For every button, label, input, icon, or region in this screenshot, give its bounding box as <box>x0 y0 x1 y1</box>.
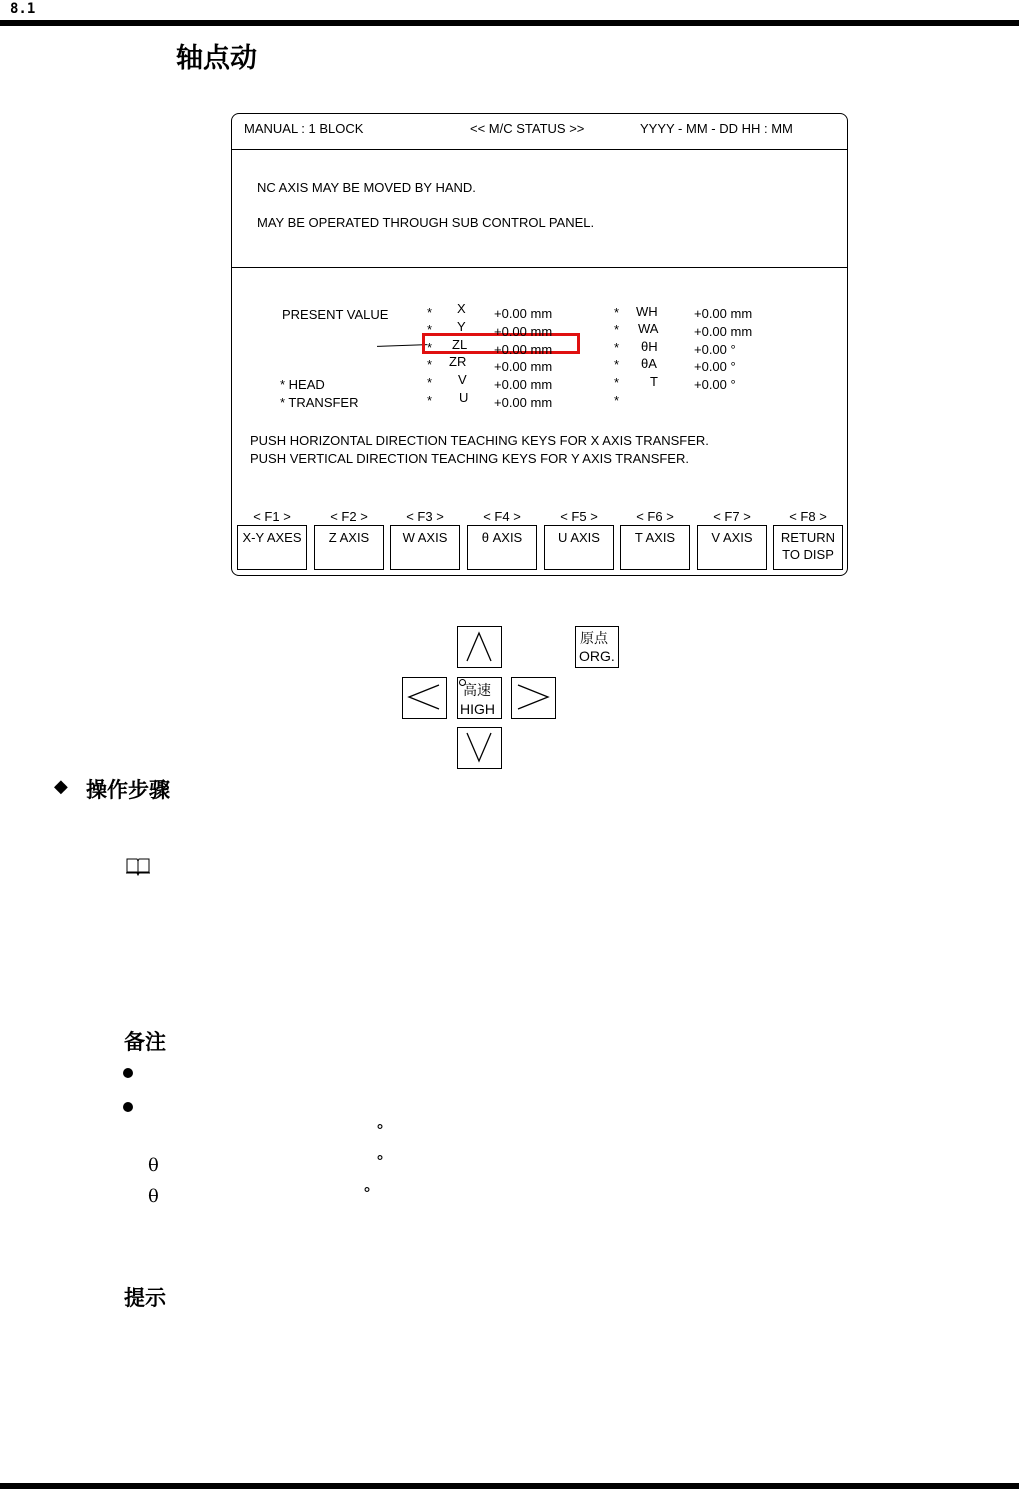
f2-z-axis-button[interactable]: Z AXIS <box>314 525 384 570</box>
degree-mark: ° <box>376 1152 384 1171</box>
axis-name: U <box>459 390 469 405</box>
axis-value: +0.00 ° <box>694 377 736 392</box>
axis-value: +0.00 ° <box>694 359 736 374</box>
axis-name: X <box>457 301 466 316</box>
theta-mark: θ <box>148 1186 159 1207</box>
f4-theta-axis-button[interactable]: θ AXIS <box>467 525 537 570</box>
transfer-label: * TRANSFER <box>280 395 359 410</box>
theta-mark: θ <box>148 1155 159 1176</box>
axis-star: * <box>427 357 433 372</box>
f5-u-axis-button[interactable]: U AXIS <box>544 525 614 570</box>
bottom-rule <box>0 1483 1019 1489</box>
axis-value: +0.00 mm <box>494 306 553 321</box>
axis-name: ZL <box>452 337 468 352</box>
axis-name: V <box>458 372 467 387</box>
divider <box>232 149 847 150</box>
machine-screen <box>231 113 848 576</box>
degree-mark: ° <box>376 1121 384 1140</box>
origin-key[interactable] <box>575 626 619 668</box>
axis-star: * <box>614 375 620 390</box>
axis-name: θA <box>641 356 657 371</box>
axis-value: +0.00 mm <box>694 324 753 339</box>
origin-key-en: ORG. <box>579 648 615 664</box>
book-icon <box>125 856 151 881</box>
status-label: << M/C STATUS >> <box>470 121 585 136</box>
divider <box>232 267 847 268</box>
message-2: MAY BE OPERATED THROUGH SUB CONTROL PANEL. <box>257 215 595 230</box>
fkey-label: < F5 > <box>560 509 598 524</box>
degree-mark: ° <box>363 1184 371 1203</box>
f3-w-axis-button[interactable]: W AXIS <box>390 525 460 570</box>
tips-heading: 提示 <box>124 1286 166 1310</box>
axis-star: * <box>614 357 620 372</box>
origin-key-cn: 原点 <box>580 630 608 646</box>
high-speed-key[interactable] <box>457 677 502 719</box>
push-instruction-1: PUSH HORIZONTAL DIRECTION TEACHING KEYS FOR X AXIS TRANSFER. <box>250 433 709 448</box>
right-key[interactable] <box>511 677 556 719</box>
high-key-en: HIGH <box>460 701 495 717</box>
steps-heading: 操作步骤 <box>86 778 170 802</box>
f7-v-axis-button[interactable]: V AXIS <box>697 525 767 570</box>
axis-value: +0.00 mm <box>494 359 553 374</box>
up-key[interactable] <box>457 626 502 668</box>
page-title: 轴点动 <box>176 43 257 74</box>
axis-value: +0.00 ° <box>694 342 736 357</box>
fkey-label: < F8 > <box>789 509 827 524</box>
pointer-line <box>377 344 427 347</box>
axis-star: * <box>614 393 620 408</box>
high-key-cn: 高速 <box>463 682 491 698</box>
down-arrow-icon <box>458 728 500 767</box>
left-key[interactable] <box>402 677 447 719</box>
axis-star: * <box>427 305 433 320</box>
axis-name: T <box>650 374 658 389</box>
axis-star: * <box>427 393 433 408</box>
right-arrow-icon <box>512 678 554 717</box>
down-key[interactable] <box>457 727 502 769</box>
head-label: * HEAD <box>280 377 325 392</box>
fkey-label: < F7 > <box>713 509 751 524</box>
axis-star: * <box>427 322 433 337</box>
push-instruction-2: PUSH VERTICAL DIRECTION TEACHING KEYS FOR Y AXIS TRANSFER. <box>250 451 689 466</box>
axis-value: +0.00 mm <box>494 342 553 357</box>
left-arrow-icon <box>403 678 445 717</box>
axis-name: WA <box>638 321 659 336</box>
fkey-label: < F2 > <box>330 509 368 524</box>
f6-t-axis-button[interactable]: T AXIS <box>620 525 690 570</box>
message-1: NC AXIS MAY BE MOVED BY HAND. <box>257 180 476 195</box>
datetime-label: YYYY - MM - DD HH : MM <box>640 121 793 136</box>
axis-value: +0.00 mm <box>494 377 553 392</box>
mode-label: MANUAL : 1 BLOCK <box>244 121 364 136</box>
axis-name: θH <box>641 339 658 354</box>
axis-value: +0.00 mm <box>494 324 553 339</box>
section-number: 8.1 <box>10 1 36 17</box>
fkey-label: < F1 > <box>253 509 291 524</box>
diamond-bullet-icon: ◆ <box>54 776 68 796</box>
f8-return-to-disp-button[interactable]: RETURN TO DISP <box>773 525 843 570</box>
axis-star: * <box>427 340 433 355</box>
fkey-label: < F6 > <box>636 509 674 524</box>
axis-name: WH <box>636 304 658 319</box>
top-rule <box>0 20 1019 26</box>
f1-xy-axes-button[interactable]: X-Y AXES <box>237 525 307 570</box>
up-arrow-icon <box>458 627 500 666</box>
axis-name: ZR <box>449 354 467 369</box>
axis-star: * <box>427 375 433 390</box>
axis-star: * <box>614 305 620 320</box>
axis-name: Y <box>457 319 466 334</box>
bullet-icon <box>123 1068 133 1078</box>
fkey-label: < F3 > <box>406 509 444 524</box>
axis-value: +0.00 mm <box>494 395 553 410</box>
axis-value: +0.00 mm <box>694 306 753 321</box>
present-value-label: PRESENT VALUE <box>282 307 389 322</box>
bullet-icon <box>123 1102 133 1112</box>
fkey-label: < F4 > <box>483 509 521 524</box>
axis-star: * <box>614 340 620 355</box>
axis-star: * <box>614 322 620 337</box>
notes-heading: 备注 <box>124 1030 166 1054</box>
